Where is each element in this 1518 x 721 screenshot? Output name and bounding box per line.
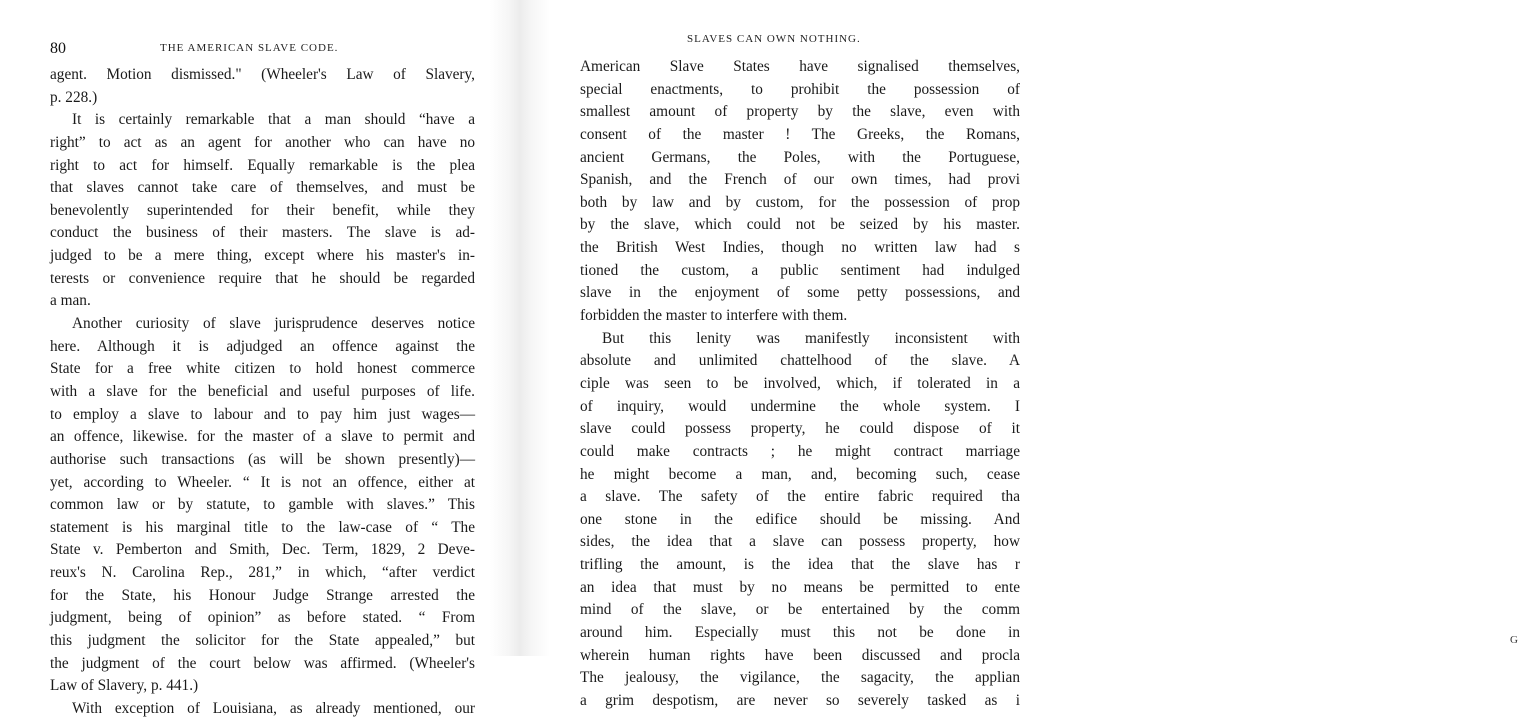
text-line: mind of the slave, or be entertained by the comm — [580, 601, 1020, 619]
text-line: trifling the amount, is the idea that the slave has r — [580, 556, 1020, 574]
text-line: judged to be a mere thing, except where his master's in- — [50, 247, 475, 265]
text-line: But this lenity was manifestly inconsistent with — [602, 329, 1020, 347]
text-line: absolute and unlimited chattelhood of the slave. A — [580, 352, 1020, 370]
running-head-right: SLAVES CAN OWN NOTHING. — [687, 33, 861, 45]
text-line: judgment, being of opinion” as before stated. “ From — [50, 609, 475, 627]
text-line: authorise such transactions (as will be shown presently)— — [50, 450, 475, 468]
running-head-left: THE AMERICAN SLAVE CODE. — [160, 42, 339, 54]
left-page-body — [50, 64, 475, 721]
text-line: a man. — [50, 292, 91, 310]
text-line: right” to act as an agent for another who can have no — [50, 133, 475, 151]
text-line: right to act for himself. Equally remarkable is the plea — [50, 156, 475, 174]
text-line: the British West Indies, though no written law had s — [580, 239, 1020, 257]
page-number: 80 — [50, 40, 66, 57]
text-line: slave could possess property, he could dispose of it — [580, 420, 1020, 438]
text-line: State v. Pemberton and Smith, Dec. Term, 1829, 2 Deve- — [50, 541, 475, 559]
text-line: It is certainly remarkable that a man should “have a — [72, 111, 475, 129]
right-page-body — [580, 56, 1020, 713]
text-line: sides, the idea that a slave can possess property, how — [580, 533, 1020, 551]
text-line: that slaves cannot take care of themselves, and must be — [50, 179, 475, 197]
text-line: reux's N. Carolina Rep., 281,” in which, “after verdict — [50, 564, 475, 582]
text-line: American Slave States have signalised themselves, — [580, 58, 1020, 75]
text-line: terests or convenience require that he should be regarded — [50, 269, 475, 287]
text-line: common law or by statute, to gamble with slaves.” This — [50, 496, 475, 514]
text-line: tioned the custom, a public sentiment had indulged — [580, 261, 1020, 279]
text-line: State for a free white citizen to hold honest commerce — [50, 360, 475, 378]
text-line: of inquiry, would undermine the whole system. I — [580, 397, 1020, 415]
text-line: ciple was seen to be involved, which, if tolerated in a — [580, 374, 1020, 392]
text-line: here. Although it is adjudged an offence against the — [50, 337, 475, 355]
text-line: special enactments, to prohibit the possession of — [580, 80, 1020, 98]
text-line: to employ a slave to labour and to pay him just wages— — [50, 405, 475, 423]
text-line: an idea that must by no means be permitted to ente — [580, 578, 1020, 596]
text-line: both by law and by custom, for the possession of prop — [580, 193, 1020, 211]
text-line: he might become a man, and, becoming such, cease — [580, 465, 1020, 483]
text-line: a grim despotism, are never so severely tasked as i — [580, 691, 1020, 709]
text-line: by the slave, which could not be seized by his master. — [580, 216, 1020, 234]
text-line: Law of Slavery, p. 441.) — [50, 677, 199, 695]
left-page — [0, 0, 490, 717]
text-line: this judgment the solicitor for the State appealed,” but — [50, 632, 475, 650]
text-line: conduct the business of their masters. The slave is ad- — [50, 224, 475, 242]
text-line: around him. Especially must this not be done in — [580, 624, 1020, 642]
text-line: wherein human rights have been discussed and procla — [580, 646, 1020, 664]
text-line: could make contracts ; he might contract marriage — [580, 442, 1020, 460]
text-line: a slave. The safety of the entire fabric required tha — [580, 488, 1020, 506]
text-line: yet, according to Wheeler. “ It is not an offence, either at — [50, 473, 475, 491]
text-line: p. 228.) — [50, 88, 98, 106]
text-line: consent of the master ! The Greeks, the Romans, — [580, 125, 1020, 143]
text-line: with a slave for the beneficial and useful purposes of life. — [50, 382, 475, 400]
text-line: statement is his marginal title to the law-case of “ The — [50, 518, 475, 536]
text-line: Spanish, and the French of our own times, had provi — [580, 171, 1020, 189]
text-line: slave in the enjoyment of some petty possessions, and — [580, 284, 1020, 302]
right-page — [550, 0, 1518, 709]
text-line: Another curiosity of slave jurisprudence deserves notice — [72, 315, 475, 333]
text-line: an offence, likewise. for the master of a slave to permit and — [50, 428, 475, 446]
text-line: for the State, his Honour Judge Strange arrested the — [50, 586, 475, 604]
text-line: one stone in the edifice should be missing. And — [580, 510, 1020, 528]
text-line: agent. Motion dismissed." (Wheeler's Law of Slavery, — [50, 66, 475, 83]
text-line: the judgment of the court below was affirmed. (Wheeler's — [50, 654, 475, 672]
signature-mark: G — [1510, 634, 1518, 646]
text-line: With exception of Louisiana, as already mentioned, our — [72, 699, 475, 717]
text-line: ancient Germans, the Poles, with the Portuguese, — [580, 148, 1020, 166]
page-gutter — [490, 0, 550, 656]
text-line: smallest amount of property by the slave, even with — [580, 103, 1020, 121]
text-line: forbidden the master to interfere with them. — [580, 307, 848, 325]
text-line: The jealousy, the vigilance, the sagacity, the applian — [580, 669, 1020, 687]
text-line: benevolently superintended for their benefit, while they — [50, 201, 475, 219]
